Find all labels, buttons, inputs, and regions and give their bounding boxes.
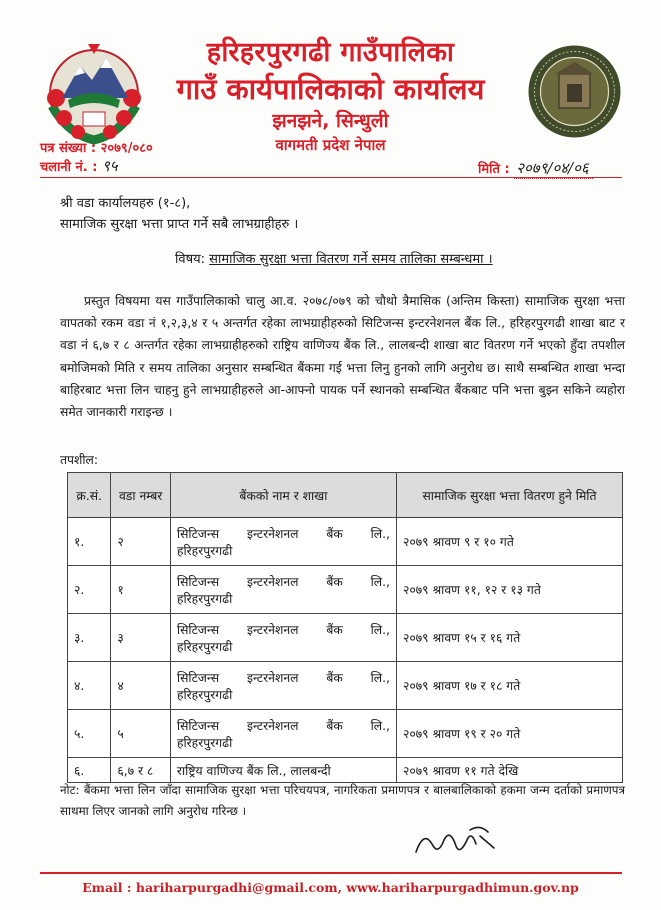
dispatch-number bbox=[40, 156, 118, 176]
cell-bank bbox=[170, 710, 396, 758]
dispatch-label: चलानी नं. : bbox=[40, 160, 98, 175]
table-header-row bbox=[68, 473, 623, 518]
header-date: सामाजिक सुरक्षा भत्ता वितरण हुने मिति bbox=[396, 473, 622, 518]
reference-value: २०७९/०८० bbox=[100, 141, 153, 156]
table-row bbox=[68, 566, 623, 614]
header-bank: बैंकको नाम र शाखा bbox=[170, 473, 396, 518]
cell-ward: ६,७ र ८ bbox=[111, 758, 171, 783]
bank-name: सिटिजन्स इन्टरनेशनल बैंक लि., bbox=[176, 574, 390, 589]
table-row bbox=[68, 758, 623, 783]
cell-ward: १ bbox=[111, 566, 171, 614]
bank-branch: हरिहरपुरगढी bbox=[176, 543, 233, 558]
bank-name: सिटिजन्स इन्टरनेशनल बैंक लि., bbox=[176, 670, 390, 685]
bank-branch: हरिहरपुरगढी bbox=[176, 687, 233, 702]
org-name: हरिहरपुरगढी गाउँपालिका bbox=[206, 37, 455, 68]
dispatch-value: ९५ bbox=[101, 157, 118, 175]
bank-branch: हरिहरपुरगढी bbox=[176, 591, 233, 606]
cell-bank bbox=[170, 614, 396, 662]
recipient-line-1: श्री वडा कार्यालयहरु (१-८), bbox=[60, 196, 191, 211]
cell-bank bbox=[170, 518, 396, 566]
province-name: वागमती प्रदेश नेपाल bbox=[275, 136, 386, 154]
bank-name: सिटिजन्स इन्टरनेशनल बैंक लि., bbox=[176, 718, 390, 733]
bank-name: सिटिजन्स इन्टरनेशनल बैंक लि., bbox=[176, 526, 390, 541]
cell-date: २०७९ श्रावण ११, १२ र १३ गते bbox=[396, 566, 622, 614]
office-location: झनझने, सिन्धुली bbox=[272, 110, 389, 132]
details-label: तपशील: bbox=[60, 453, 99, 467]
bank-name: राष्ट्रिय वाणिज्य बैंक लि., लालबन्दी bbox=[176, 763, 331, 778]
table-row bbox=[68, 614, 623, 662]
header-serial: क्र.सं. bbox=[68, 473, 111, 518]
bank-branch: हरिहरपुरगढी bbox=[176, 735, 233, 750]
reference-label: पत्र संख्या : bbox=[40, 141, 97, 156]
bank-name: सिटिजन्स इन्टरनेशनल बैंक लि., bbox=[176, 622, 390, 637]
cell-date: २०७९ श्रावण ९ र १० गते bbox=[396, 518, 622, 566]
header-divider bbox=[40, 177, 622, 178]
cell-serial: ३. bbox=[68, 614, 111, 662]
cell-serial: ५. bbox=[68, 710, 111, 758]
cell-serial: ४. bbox=[68, 662, 111, 710]
subject-text: सामाजिक सुरक्षा भत्ता वितरण गर्ने समय तालिका सम्बन्धमा । bbox=[209, 252, 493, 267]
cell-date: २०७९ श्रावण ११ गते देखि bbox=[396, 758, 622, 783]
subject-label: विषय: bbox=[175, 252, 206, 267]
office-name: गाउँ कार्यपालिकाको कार्यालय bbox=[176, 72, 485, 106]
table-row bbox=[68, 662, 623, 710]
cell-date: २०७९ श्रावण १७ र १८ गते bbox=[396, 662, 622, 710]
date-label: मिति : bbox=[478, 162, 510, 177]
cell-bank bbox=[170, 662, 396, 710]
bank-branch: हरिहरपुरगढी bbox=[176, 639, 233, 654]
table-row bbox=[68, 710, 623, 758]
table-row bbox=[68, 518, 623, 566]
cell-serial: ६. bbox=[68, 758, 111, 783]
footer-divider bbox=[40, 872, 622, 874]
signature-icon bbox=[410, 822, 500, 862]
letter-date bbox=[478, 158, 593, 178]
cell-serial: १. bbox=[68, 518, 111, 566]
body-paragraph: प्रस्तुत विषयमा यस गाउँपालिकाको चालु आ.व. २०७८/०७९ को चौथो त्रैमासिक (अन्तिम किस्ता) सामाजिक सुरक्षा भत्ता वापतको रकम वडा नं १,२,३,४ र ५ अन्तर्गत रहेका लाभग्राहीहरुको सिटिजन्स इन्टरनेशनल बैंक लि., हरिहरपुरगढी शाखा बाट र वडा नं ६,७ र ८ अन्तर्गत रहेका लाभग्राहीहरुको राष्ट्रिय वाणिज्य बैंक लि., लालबन्दी शाखा बाट वितरण गर्ने भएको हुँदा तपशील बमोजिमको मिति र समय तालिका अनुसार सम्बन्धित बैंकमा गई भत्ता लिनु हुनको लागि अनुरोध छ। साथै सम्बन्धित शाखा भन्दा बाहिरबाट भत्ता लिन चाहनु हुने लाभग्राहीहरुले आ-आफ्नो पायक पर्ने स्थानको सम्बन्धित बैंकबाट पनि भत्ता बुझ्न सकिने व्यहोरा समेत जानकारी गराइन्छ । bbox=[60, 294, 625, 420]
cell-ward: ५ bbox=[111, 710, 171, 758]
cell-bank bbox=[170, 758, 396, 783]
recipient-line-2: सामाजिक सुरक्षा भत्ता प्राप्त गर्ने सबै लाभग्राहीहरु । bbox=[60, 217, 299, 232]
footer-contact: Email : hariharpurgadhi@gmail.com, www.hariharpurgadhimun.gov.np bbox=[82, 880, 579, 895]
cell-date: २०७९ श्रावण १९ र २० गते bbox=[396, 710, 622, 758]
cell-ward: ४ bbox=[111, 662, 171, 710]
note-text: नोट: बैंकमा भत्ता लिन जाँदा सामाजिक सुरक्षा भत्ता परिचयपत्र, नागरिकता प्रमाणपत्र र बालबालिकाको हकमा जन्म दर्ताको प्रमाणपत्र साथमा लिएर जानको लागि अनुरोध गरिन्छ । bbox=[60, 783, 625, 818]
subject-line bbox=[175, 249, 493, 267]
cell-ward: ३ bbox=[111, 614, 171, 662]
reference-number bbox=[40, 138, 153, 156]
header-ward: वडा नम्बर bbox=[111, 473, 171, 518]
date-value: २०७९/०४/०६ bbox=[514, 159, 593, 179]
cell-ward: २ bbox=[111, 518, 171, 566]
cell-serial: २. bbox=[68, 566, 111, 614]
cell-bank bbox=[170, 566, 396, 614]
cell-date: २०७९ श्रावण १५ र १६ गते bbox=[396, 614, 622, 662]
distribution-schedule-table bbox=[67, 472, 623, 783]
